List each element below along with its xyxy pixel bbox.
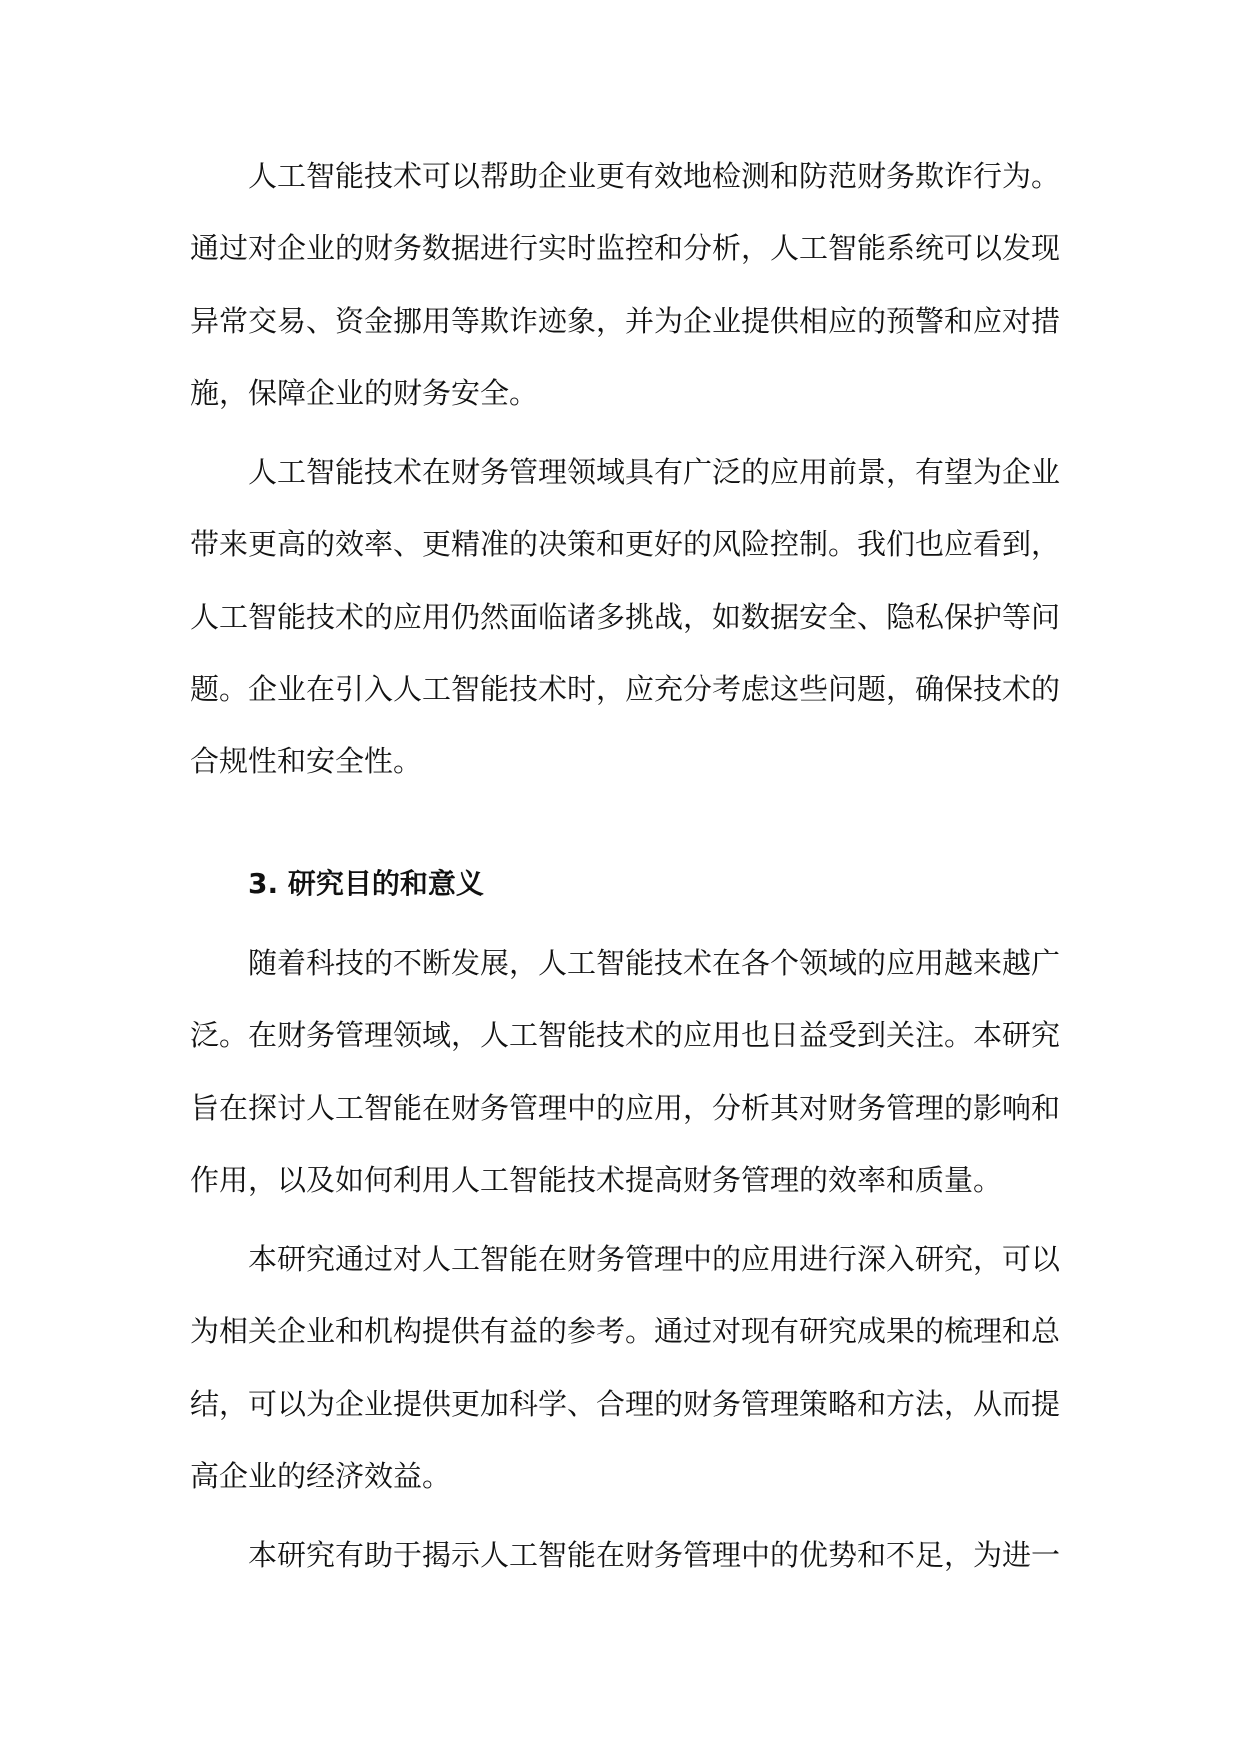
paragraph-5-line-1: 本研究有助于揭示人工智能在财务管理中的优势和不足，为进一 <box>248 1538 1061 1572</box>
paragraph-4-line-3: 结，可以为企业提供更加科学、合理的财务管理策略和方法，从而提 <box>190 1387 1061 1421</box>
section-heading: 3. 研究目的和意义 <box>248 867 484 900</box>
paragraph-2-line-3: 人工智能技术的应用仍然面临诸多挑战，如数据安全、隐私保护等问 <box>190 600 1061 634</box>
paragraph-3-line-3: 旨在探讨人工智能在财务管理中的应用，分析其对财务管理的影响和 <box>190 1091 1061 1125</box>
paragraph-1-line-2: 通过对企业的财务数据进行实时监控和分析，人工智能系统可以发现 <box>190 231 1061 265</box>
paragraph-2-line-4: 题。企业在引入人工智能技术时，应充分考虑这些问题，确保技术的 <box>190 672 1061 706</box>
paragraph-4-line-1: 本研究通过对人工智能在财务管理中的应用进行深入研究，可以 <box>248 1242 1061 1276</box>
paragraph-1-line-1: 人工智能技术可以帮助企业更有效地检测和防范财务欺诈行为。 <box>248 159 1061 193</box>
paragraph-4-line-2: 为相关企业和机构提供有益的参考。通过对现有研究成果的梳理和总 <box>190 1314 1061 1348</box>
paragraph-3-line-2: 泛。在财务管理领域，人工智能技术的应用也日益受到关注。本研究 <box>190 1018 1061 1052</box>
paragraph-3-line-1: 随着科技的不断发展，人工智能技术在各个领域的应用越来越广 <box>248 946 1061 980</box>
paragraph-3-line-4: 作用，以及如何利用人工智能技术提高财务管理的效率和质量。 <box>190 1163 1003 1197</box>
paragraph-2-line-1: 人工智能技术在财务管理领域具有广泛的应用前景，有望为企业 <box>248 455 1061 489</box>
paragraph-1-line-3: 异常交易、资金挪用等欺诈迹象，并为企业提供相应的预警和应对措 <box>190 304 1061 338</box>
paragraph-2-line-2: 带来更高的效率、更精准的决策和更好的风险控制。我们也应看到， <box>190 527 1061 561</box>
paragraph-1-line-4: 施，保障企业的财务安全。 <box>190 376 539 410</box>
paragraph-2-line-5: 合规性和安全性。 <box>190 744 423 778</box>
paragraph-4-line-4: 高企业的经济效益。 <box>190 1459 452 1493</box>
